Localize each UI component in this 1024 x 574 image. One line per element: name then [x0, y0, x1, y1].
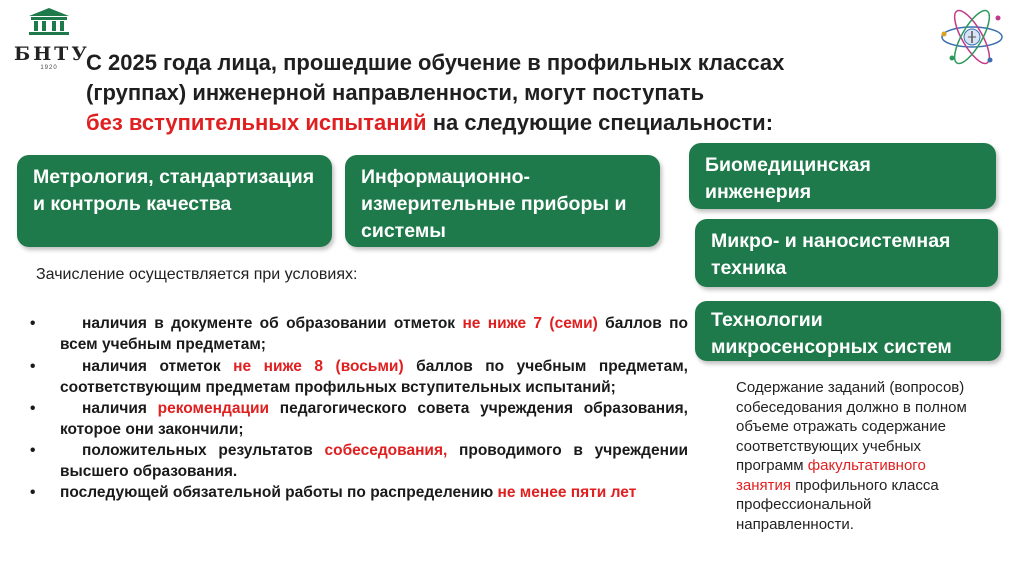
condition-item: • наличия отметок не ниже 8 (восьми) баллов по учебным предметам, соответствующим предметам профильных вступительных испытаний; [30, 358, 688, 396]
title-line-2: (группах) инженерной направленности, могут поступать [86, 80, 705, 105]
university-building-icon [27, 6, 71, 36]
specialty-micro-nano: Микро- и наносистемная техника [695, 219, 998, 287]
condition-highlight: собеседования, [324, 442, 448, 459]
note-text: профильного класса профессиональной направленности. [736, 476, 939, 533]
condition-text: проводимого в учреждении высшего образования. [60, 442, 688, 480]
condition-text: наличия в документе об образовании отметок [82, 315, 463, 332]
condition-highlight: не менее пяти лет [497, 484, 637, 501]
condition-text: педагогического совета учреждения образования, которое они закончили; [60, 400, 688, 438]
interview-note [736, 378, 972, 534]
title-line-3 [86, 108, 926, 138]
condition-text: наличия отметок [82, 358, 234, 375]
condition-item: • последующей обязательной работы по распределению не менее пяти лет [30, 484, 637, 501]
condition-item: • положительных результатов собеседования, проводимого в учреждении высшего образования. [30, 442, 688, 480]
condition-item: • наличия в документе об образовании отметок не ниже 7 (семи) баллов по всем учебным предметам; [30, 315, 688, 353]
conditions-heading: Зачисление осуществляется при условиях: [36, 266, 358, 283]
specialty-metrology: Метрология, стандартизация и контроль качества [17, 155, 332, 247]
page-title [86, 48, 926, 138]
atom-science-icon [938, 8, 1006, 66]
condition-text: баллов по всем учебным предметам; [60, 315, 688, 353]
bntu-logo [14, 6, 90, 72]
title-highlight: без вступительных испытаний [86, 110, 427, 135]
specialty-biomedical: Биомедицинская инженерия [689, 143, 996, 209]
condition-text: положительных результатов [82, 442, 325, 459]
conditions-list [24, 313, 688, 503]
condition-text: баллов по учебным предметам, соответствующим предметам профильных вступительных испытаний; [60, 358, 688, 396]
specialty-measuring-devices: Информационно-измерительные приборы и системы [345, 155, 660, 247]
condition-highlight: рекомендации [157, 400, 270, 417]
condition-text: наличия [82, 400, 158, 417]
note-text: Содержание заданий (вопросов) собеседования должно в полном объеме отражать содержание соответствующих учебных программ [736, 379, 967, 474]
title-line-3-rest: на следующие специальности: [426, 110, 774, 135]
condition-highlight: не ниже 8 (восьми) [233, 358, 404, 375]
logo-year: 1920 [40, 65, 58, 71]
logo-name: БНТУ [14, 43, 90, 65]
specialty-microsensor: Технологии микросенсорных систем [695, 301, 1001, 361]
condition-text: последующей обязательной работы по распределению [60, 484, 498, 501]
note-highlight: факультативного занятия [736, 457, 926, 494]
condition-highlight: не ниже 7 (семи) [462, 315, 598, 332]
condition-item: • наличия рекомендации педагогического совета учреждения образования, которое они закончили; [30, 400, 688, 438]
title-line-1: С 2025 года лица, прошедшие обучение в профильных классах [86, 50, 785, 75]
